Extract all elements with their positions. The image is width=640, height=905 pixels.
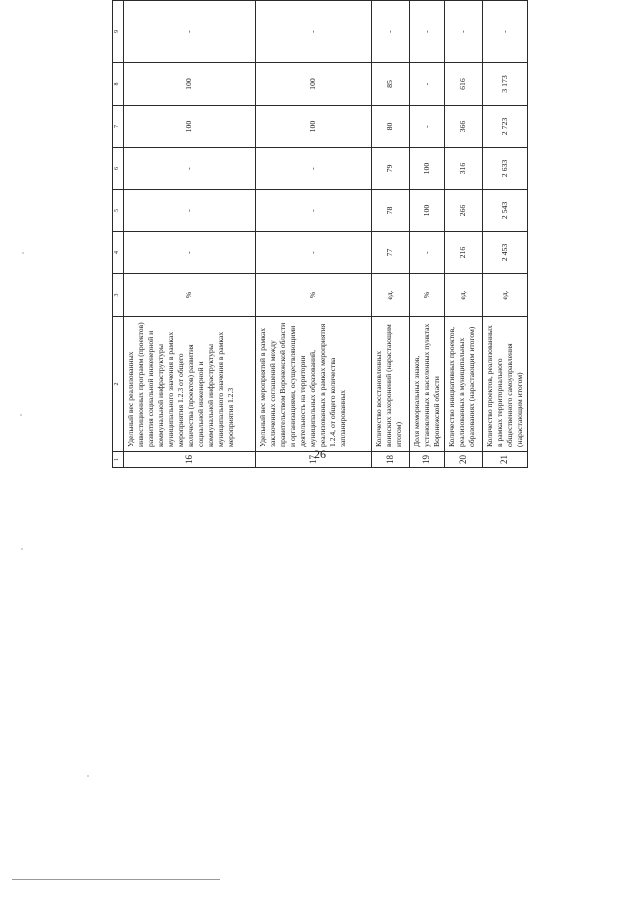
value-cell: 100 [410,190,445,232]
row-number: 21 [483,452,528,468]
value-cell: 3 173 [483,63,528,106]
value-cell: 100 [124,63,256,106]
value-cell: 100 [256,106,372,148]
scan-speck [21,548,23,550]
unit-cell: ед. [483,274,528,317]
row-number: 17 [256,452,372,468]
row-number: 19 [410,452,445,468]
header-cell: 7 [113,106,124,148]
header-cell [113,0,124,1]
table-row [445,0,483,468]
indicator-name: Количество инициативных проектов, реализованных в муниципальных образованиях (нарастающим итогом) [445,317,483,452]
value-cell: - [483,1,528,63]
header-cell: 6 [113,148,124,190]
value-cell: 77 [372,232,410,274]
table-row [372,0,410,468]
header-cell: 9 [113,1,124,63]
value-cell: - [372,1,410,63]
header-cell: 4 [113,232,124,274]
unit-cell: % [410,274,445,317]
value-cell: - [256,1,372,63]
scan-speck [87,775,89,777]
value-cell: 2 543 [483,190,528,232]
indicator-name: Удельный вес реализованных инвестиционных программ (проектов) развития социальной инженерной и коммунальной инфраструктуры муниципального значения в рамках мероприятия 1.2.3 от общего количества (проектов) развития социальной инженерной и коммунальной инфраструктуры муниципального значения в рамках мероприятия 1.2.3 [124,317,256,452]
unit-cell: ед. [372,274,410,317]
value-cell: - [124,148,256,190]
value-cell [483,0,528,1]
value-cell [256,0,372,1]
row-number: 18 [372,452,410,468]
value-cell: 266 [445,190,483,232]
value-cell: 79 [372,148,410,190]
value-cell: - [124,1,256,63]
value-cell: 100 [256,63,372,106]
value-cell: - [256,190,372,232]
scan-speck [20,414,22,416]
value-cell: 2 723 [483,106,528,148]
footer-rule-line [12,879,220,880]
header-cell: 1 [113,452,124,468]
value-cell: 2 633 [483,148,528,190]
page-number: 26 [314,447,326,461]
value-cell: 80 [372,106,410,148]
unit-cell: ед. [445,274,483,317]
table-row [124,0,256,468]
scan-speck [22,252,24,254]
value-cell [372,0,410,1]
value-cell [410,0,445,1]
value-cell: 216 [445,232,483,274]
table-row [483,0,528,468]
indicator-name: Доля мемориальных знаков, установленных в населенных пунктах Воронежской области [410,317,445,452]
indicators-table [112,0,528,468]
table-row [256,0,372,468]
value-cell: - [410,106,445,148]
value-cell: - [410,1,445,63]
value-cell: 78 [372,190,410,232]
value-cell: - [124,232,256,274]
value-cell: 100 [124,106,256,148]
value-cell: - [410,232,445,274]
value-cell: 366 [445,106,483,148]
header-row [113,0,124,468]
value-cell [445,0,483,1]
header-cell: 2 [113,317,124,452]
unit-cell: % [256,274,372,317]
value-cell: - [410,63,445,106]
header-cell: 3 [113,274,124,317]
value-cell: 616 [445,63,483,106]
indicator-name: Количество проектов, реализованных в рамках территориального общественного самоуправления (нарастающим итогом) [483,317,528,452]
value-cell [124,0,256,1]
value-cell: 2 453 [483,232,528,274]
indicator-name: Удельный вес мероприятий в рамках заключенных соглашений между правительством Воронежской области и организациями, осуществляющими деятельность на территории муниципальных образований, реализованных в рамках мероприятия 1.2.4, от общего количества запланированных [256,317,372,452]
value-cell: 85 [372,63,410,106]
value-cell: - [256,148,372,190]
header-cell: 5 [113,190,124,232]
unit-cell: % [124,274,256,317]
value-cell: - [124,190,256,232]
row-number: 16 [124,452,256,468]
rotated-table-container [112,0,525,468]
indicator-name: Количество восстановленных воинских захоронений (нарастающим итогом) [372,317,410,452]
value-cell: - [256,232,372,274]
header-cell: 8 [113,63,124,106]
row-number: 20 [445,452,483,468]
value-cell: 100 [410,148,445,190]
value-cell: - [445,1,483,63]
table-row [410,0,445,468]
value-cell: 316 [445,148,483,190]
